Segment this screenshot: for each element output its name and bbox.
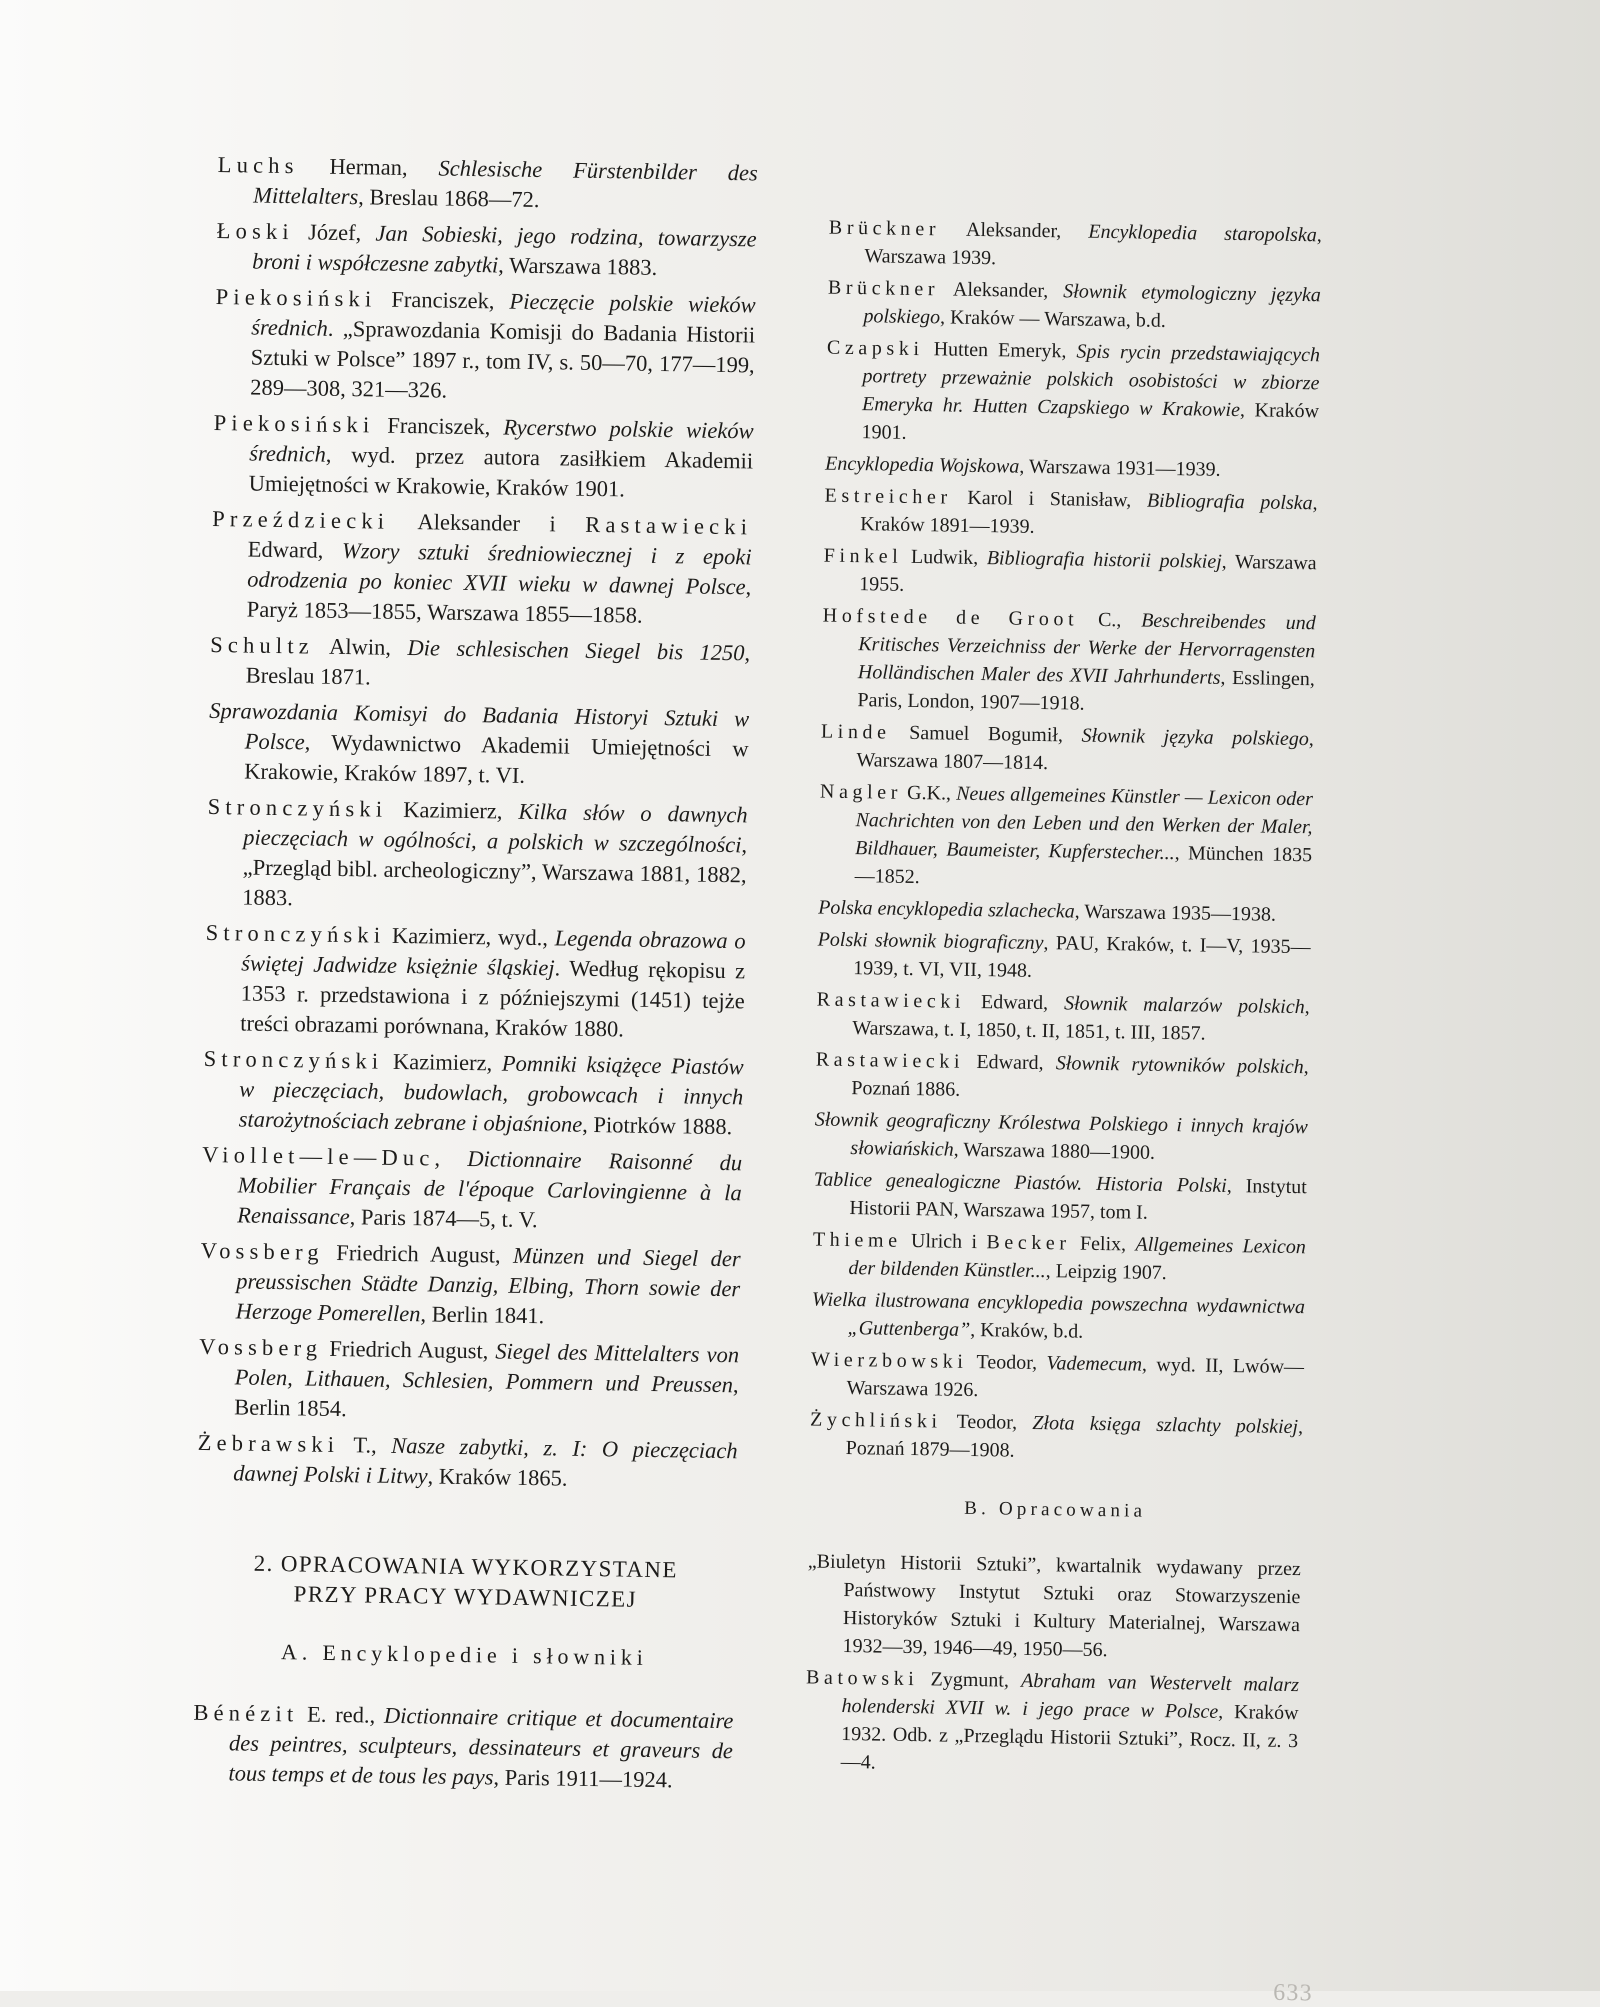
entry-text: Aleksander, (938, 278, 1064, 303)
bibliography-entry (817, 926, 1311, 990)
bibliography-entry (201, 1140, 742, 1238)
entry-title: Rycerstwo polskie wieków średnich (249, 414, 754, 467)
entry-text: , Kraków, b.d. (969, 1318, 1084, 1343)
entry-title: Beschreibendes und Kritisches Verzeichniss der Werke der Hervorragensten Holländischen Maler des XVII Jahrhunderts (857, 609, 1316, 689)
entry-text: Kazimierz, (383, 1048, 503, 1076)
page-number: 633 (1272, 1979, 1313, 2007)
entry-title: Pieczęcie polskie wieków średnich (251, 288, 756, 341)
bibliography-entry (198, 1332, 739, 1430)
entry-title: Pomniki książęce Piastów w pieczęciach, budowlach, grobowcach i innych starożytnościach zebrane i objaśnione (238, 1050, 744, 1137)
section-title (195, 1548, 736, 1616)
entry-text: Aleksander i (389, 508, 586, 537)
entry-text: Alwin, (313, 633, 408, 661)
entry-author: Przeździecki (212, 505, 390, 534)
entry-title: Bibliografia historii polskiej (986, 547, 1222, 573)
bibliography-entry (811, 1285, 1305, 1349)
entry-title: Vademecum (1046, 1352, 1143, 1376)
entry-author: Nagler (819, 780, 903, 804)
entry-title: Słownik języka polskiego (1081, 724, 1310, 751)
bibliography-entry (217, 150, 758, 218)
entry-title: Polska encyklopedia szlachecka (818, 896, 1075, 923)
entry-text: Edward, (964, 990, 1065, 1015)
entry-text: Teodor, (941, 1410, 1033, 1434)
entry-text: , Warszawa 1939. (864, 224, 1322, 270)
entry-title: Encyklopedia Wojskowa (824, 452, 1020, 478)
entry-text: , Warszawa 1807—1814. (856, 728, 1315, 775)
subsection-title-a: A. Encyklopedie i słowniki (280, 1639, 648, 1670)
entry-text: Karol i Stanisław, (951, 486, 1148, 512)
bibliography-entry (208, 696, 749, 794)
entry-text: Franciszek, (376, 286, 510, 314)
bibliography-entry (828, 214, 1322, 278)
bibliography-entry (197, 1428, 738, 1496)
entry-text: Friedrich August, (322, 1335, 496, 1364)
entry-text: . „Sprawozdania Komisji do Badania Historii Sztuki w Polsce” 1897 r., tom IV, s. 50—70, 177—199, 289—308, 321—326. (250, 315, 756, 403)
entry-author: Stronczyński (207, 793, 388, 822)
entry-text: Edward, (247, 536, 343, 563)
bibliography-entry (192, 1698, 733, 1796)
right-column (804, 214, 1322, 1788)
entry-text: , „Przegląd bibl. archeologiczny”, Warszawa 1881, 1882, 1883. (242, 832, 748, 911)
entry-text: Teodor, (967, 1350, 1047, 1375)
entry-title: Bibliografia polska (1146, 489, 1313, 515)
bibliography-entry (812, 1225, 1306, 1289)
bibliography-entry (827, 274, 1321, 338)
bibliography-entry (809, 1405, 1303, 1469)
entry-author: Schultz (210, 631, 315, 659)
bibliography-entry (815, 1046, 1309, 1110)
entry-text: Hutten Emeryk, (923, 338, 1077, 363)
entry-text: T., (339, 1432, 392, 1458)
bibliography-entry (204, 918, 746, 1046)
entry-title: Wielka ilustrowana encyklopedia powszechna wydawnictwa „Guttenberga” (811, 1288, 1306, 1341)
entry-text: . Według rękopisu z 1353 r. przedstawiona i z późniejszymi (1451) tejże treści obrazami porównana, Kraków 1880. (240, 955, 746, 1042)
entry-author: Becker (986, 1231, 1071, 1255)
entry-text: Samuel Bogumił, (890, 721, 1082, 747)
bibliography-entry (806, 1547, 1301, 1667)
entry-text: Kazimierz, (387, 796, 519, 824)
entry-text: Edward, (963, 1050, 1057, 1075)
entry-title: Schlesische Fürstenbilder des Mittelalters (253, 155, 758, 210)
entry-title: Legenda obrazowa o świętej Jadwidze księżnie śląskiej (241, 925, 746, 981)
bibliography-list-right (809, 214, 1322, 1470)
entry-text: , Warszawa 1880—1900. (953, 1138, 1156, 1164)
entry-text: , Poznań 1886. (851, 1056, 1309, 1101)
entry-text: Józef, (293, 219, 376, 246)
entry-author: Stronczyński (203, 1045, 384, 1074)
entry-title: Die schlesischen Siegel bis 1250 (407, 635, 745, 666)
entry-author: Brückner (827, 276, 940, 301)
entry-author: Piekosiński (215, 283, 377, 312)
entry-author: Żychliński (809, 1408, 942, 1433)
entry-text: , Instytut Historii PAN, Warszawa 1957, tom I. (849, 1174, 1308, 1224)
entry-text: Ludwik, (902, 545, 987, 570)
entry-author: Estreicher (824, 484, 952, 509)
entry-title: Spis rycin przedstawiających portrety przeważnie polskich osobistości w zbiorze Emeryka hr. Hutten Czapskiego w Krakowie (861, 340, 1321, 422)
entry-author: Hofstede de Groot (822, 604, 1079, 631)
entry-title: Wzory sztuki średniowiecznej i z epoki odrodzenia po koniec XVII wieku w dawnej Polsce (247, 537, 752, 600)
entry-title: Allgemeines Lexicon der bildenden Künstler... (848, 1233, 1307, 1283)
entry-author: Stronczyński (205, 919, 386, 948)
entry-text: Ulrich i (901, 1229, 987, 1254)
bibliography-entry (213, 408, 754, 506)
bibliography-entry (825, 450, 1318, 486)
entry-text: , Wydawnictwo Akademii Umiejętności w Krakowie, Kraków 1897, t. VI. (244, 729, 749, 788)
section-title-line-1: 2. OPRACOWANIA WYKORZYSTANE (253, 1550, 678, 1583)
entry-title: Polski słownik biograficzny (817, 928, 1044, 955)
entry-text: , Kraków — Warszawa, b.d. (939, 306, 1166, 332)
entry-title: Abraham van Westervelt malarz holenderski XVII w. i jego prace w Polsce (841, 1669, 1300, 1723)
bibliography-entry (823, 542, 1317, 606)
entry-title: Dictionnaire Raisonné du Mobilier Français de l'époque Carlovingienne à la Renaissance (237, 1146, 743, 1230)
entry-author: Bénézit (193, 1699, 299, 1727)
entry-title: Dictionnaire critique et documentaire des peintres, sculpteurs, dessinateurs et graveurs de tous temps et de tous les pays (228, 1702, 734, 1790)
entry-title: Tablice genealogiczne Piastów. Historia Polski (813, 1168, 1227, 1197)
entry-text: , Poznań 1879—1908. (845, 1416, 1304, 1462)
entry-text: , Berlin 1854. (234, 1372, 739, 1422)
entry-author: Łoski (216, 217, 295, 245)
entry-author: Linde (820, 720, 891, 744)
entry-text: , Breslau 1871. (245, 640, 751, 690)
entry-author: Finkel (823, 544, 903, 568)
bibliography-entry (818, 894, 1311, 930)
book-page (193, 150, 1328, 2007)
bibliography-list-right-after (805, 1547, 1302, 1783)
entry-author: Czapski (826, 336, 924, 361)
bibliography-entry (210, 630, 751, 698)
bibliography-entry (810, 1345, 1304, 1409)
bibliography-entry (805, 1663, 1300, 1783)
bibliography-entry (211, 504, 753, 632)
entry-author: Rastawiecki (585, 511, 753, 540)
entry-title: Złota księga szlachty polskiej (1032, 1411, 1299, 1439)
bibliography-entry (818, 778, 1313, 898)
entry-text: , Paris 1911—1924. (493, 1764, 673, 1793)
entry-title: Słownik rytowników polskich (1055, 1052, 1304, 1079)
bibliography-entry (814, 1105, 1308, 1169)
entry-title: Sprawozdania Komisyi do Badania Historyi Sztuki w Polsce (208, 697, 750, 755)
entry-author: Viollet—le—Duc (202, 1141, 435, 1171)
entry-text: , wyd. II, Lwów—Warszawa 1926. (846, 1353, 1305, 1402)
entry-text: , (434, 1145, 468, 1172)
entry-title: Nasze zabytki, z. I: O pieczęciach dawnej Polski i Litwy (233, 1432, 738, 1489)
entry-title: Neues allgemeines Künstler — Lexicon oder Nachrichten von den Leben und den Werken der Maler, Bildhauer, Baumeister, Kupferstecher... (854, 782, 1314, 865)
entry-author: Piekosiński (213, 409, 375, 438)
entry-title: Siegel des Mittelalters von Polen, Lithauen, Schlesien, Pommern und Preussen (234, 1338, 740, 1398)
subsection-title-b: B. Opracowania (964, 1497, 1147, 1522)
section-title-line-2: PRZY PRACY WYDAWNICZEJ (293, 1581, 638, 1612)
entry-author: Vossberg (199, 1333, 323, 1361)
entry-title: Encyklopedia staropolska (1088, 220, 1317, 247)
entry-title: Słownik malarzów polskich (1063, 992, 1305, 1019)
entry-author: Żebrawski (197, 1429, 340, 1458)
bibliography-entry (214, 282, 756, 410)
entry-text: , Paris 1874—5, t. V. (349, 1204, 538, 1233)
entry-text: Felix, (1070, 1232, 1136, 1256)
entry-text: Zygmunt, (918, 1668, 1022, 1692)
entry-text: , wyd. przez autora zasiłkiem Akademii Umiejętności w Krakowie, Kraków 1901. (248, 441, 754, 502)
entry-text: Aleksander, (939, 218, 1089, 243)
entry-text: , München 1835—1852. (854, 842, 1313, 889)
bibliography-entry (825, 334, 1320, 454)
entry-author: Rastawiecki (816, 988, 966, 1013)
entry-title: Jan Sobieski, jego rodzina, towarzysze broni i współczesne zabytki (252, 220, 757, 278)
bibliography-entry (813, 1165, 1307, 1229)
bibliography-entry (203, 1044, 744, 1142)
bibliography-entry (216, 216, 757, 284)
entry-text: Herman, (298, 153, 439, 181)
entry-text: , Kraków 1865. (427, 1463, 568, 1491)
entry-text: , Kraków 1901. (861, 399, 1320, 444)
entry-author: Luchs (217, 151, 299, 179)
entry-author: Batowski (805, 1666, 919, 1691)
entry-text: , Warszawa 1935—1938. (1074, 900, 1277, 926)
entry-text: , Berlin 1841. (420, 1301, 545, 1329)
entry-text: , Kraków 1891—1939. (860, 492, 1318, 538)
entry-text: Kazimierz, wyd., (385, 922, 555, 951)
entry-text: „Biuletyn Historii Sztuki”, kwartalnik wydawany przez Państwowy Instytut Sztuki oraz Stowarzyszenie Historyków Sztuki i Kultury Materialnej, Warszawa 1932—39, 1946—49, 1950—56. (807, 1550, 1302, 1662)
entry-text: , Paryż 1853—1855, Warszawa 1855—1858. (246, 574, 752, 628)
entry-title: Münzen und Siegel der preussischen Städte Danzig, Elbing, Thorn sowie der Herzoge Pomerellen (235, 1242, 741, 1327)
bibliography-entry (200, 1236, 741, 1334)
entry-text: C., (1078, 608, 1142, 632)
entry-text: , Esslingen, Paris, London, 1907—1918. (857, 666, 1315, 715)
entry-title: Słownik geograficzny Królestwa Polskiego i innych krajów słowiańskich (814, 1108, 1308, 1161)
entry-text: G.K., (901, 781, 957, 805)
entry-text: , PAU, Kraków, t. I—V, 1935—1939, t. VI, VII, 1948. (853, 932, 1311, 982)
entry-author: Brückner (828, 216, 941, 241)
entry-title: Kilka słów o dawnych pieczęciach w ogólności, a polskich w szczególności (243, 798, 748, 858)
entry-text: , Leipzig 1907. (1045, 1260, 1167, 1285)
bibliography-entry (206, 792, 748, 920)
entry-text: , Warszawa 1931—1939. (1019, 455, 1221, 481)
entry-author: Thieme (812, 1228, 902, 1252)
entry-author: Vossberg (200, 1237, 324, 1265)
entry-text: , Kraków 1932. Odb. z „Przeglądu Historii Sztuki”, Rocz. II, z. 3—4. (840, 1700, 1299, 1774)
bibliography-entry (821, 602, 1316, 722)
bibliography-list-left-after (192, 1698, 733, 1796)
bibliography-list-left (197, 150, 758, 1496)
entry-text: , Warszawa, t. I, 1850, t. II, 1851, t. III, 1857. (852, 996, 1310, 1045)
entry-text: E. red., (298, 1701, 385, 1728)
entry-title: Słownik etymologiczny języka polskiego (863, 280, 1322, 329)
bibliography-entry (816, 986, 1310, 1050)
bibliography-entry (824, 482, 1318, 546)
entry-author: Wierzbowski (810, 1348, 968, 1373)
entry-text: Friedrich August, (323, 1239, 514, 1268)
entry-text: , Piotrków 1888. (582, 1111, 733, 1140)
entry-text: Franciszek, (374, 412, 504, 440)
left-column (192, 150, 758, 1802)
entry-author: Rastawiecki (815, 1048, 965, 1073)
bibliography-entry (820, 718, 1314, 782)
entry-text: , Breslau 1868—72. (358, 184, 540, 213)
entry-text: , Warszawa 1883. (498, 252, 658, 280)
entry-text: , Warszawa 1955. (859, 550, 1317, 596)
